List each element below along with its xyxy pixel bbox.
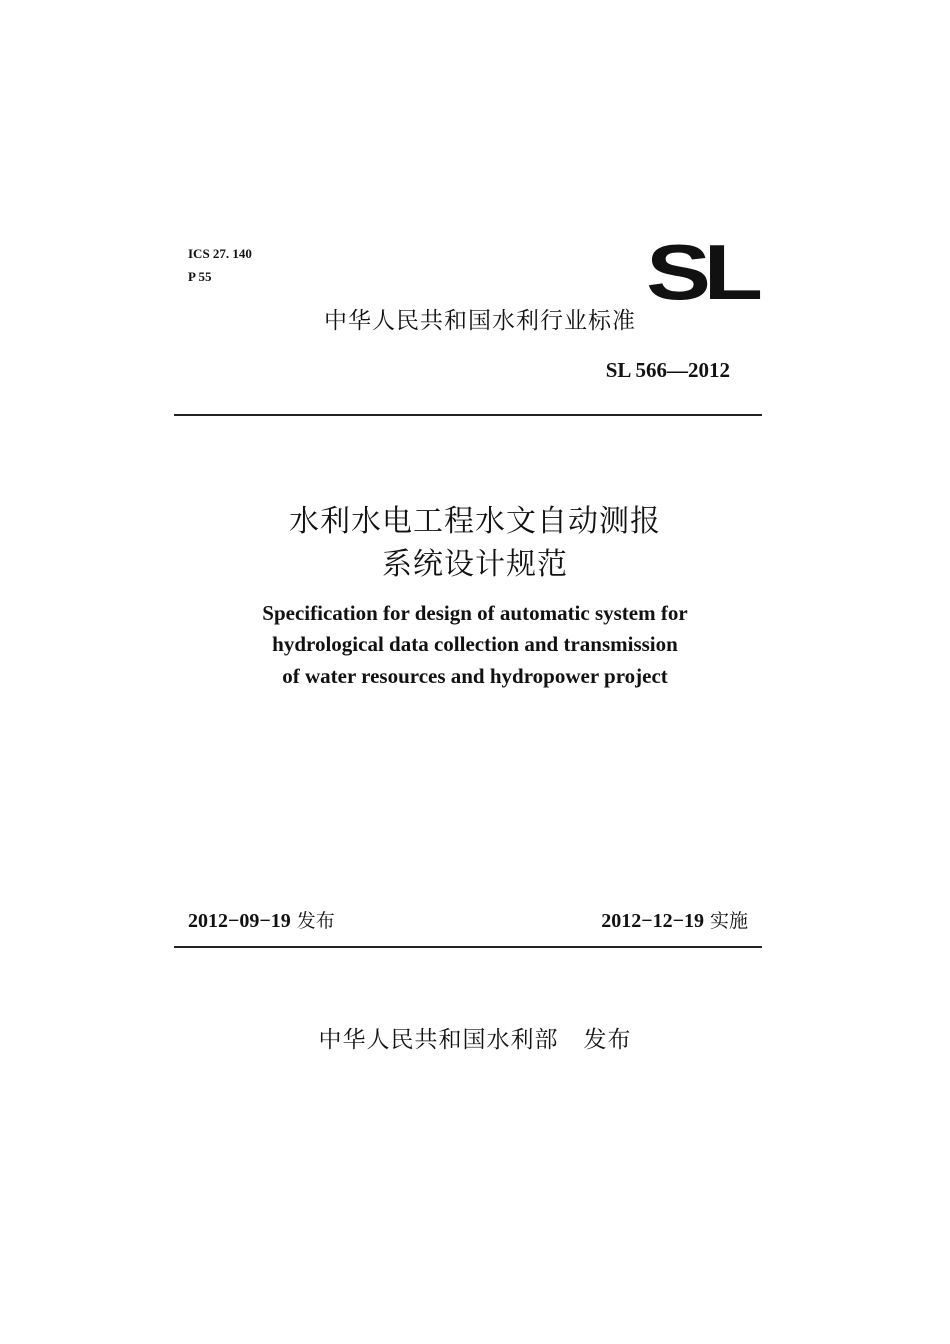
release-date: 2012−09−19 [188, 910, 291, 932]
release-label: 发布 [296, 910, 335, 932]
title-english-line-2: hydrological data collection and transmission [272, 632, 678, 656]
sl-logo: SL [646, 228, 756, 316]
release-date-block [188, 907, 335, 935]
implementation-date: 2012−12−19 [601, 910, 704, 932]
title-chinese-line-1: 水利水电工程水文自动测报 [289, 504, 661, 539]
publisher-action: 发布 [583, 1027, 632, 1053]
title-english-line-3: of water resources and hydropower project [282, 664, 668, 688]
publisher-name: 中华人民共和国水利部 [318, 1027, 559, 1053]
classification-code: P 55 [188, 269, 212, 284]
title-chinese-line-2: 系统设计规范 [382, 547, 568, 582]
top-divider [174, 414, 762, 416]
bottom-divider [174, 946, 762, 948]
standard-number: SL 566—2012 [605, 358, 730, 382]
implementation-date-block [601, 907, 748, 935]
implementation-label: 实施 [709, 910, 748, 932]
publisher-line [0, 1024, 950, 1056]
ics-code: ICS 27. 140 [188, 246, 252, 261]
industry-standard-heading: 中华人民共和国水利行业标准 [324, 308, 636, 334]
title-english-line-1: Specification for design of automatic system for [262, 601, 688, 625]
